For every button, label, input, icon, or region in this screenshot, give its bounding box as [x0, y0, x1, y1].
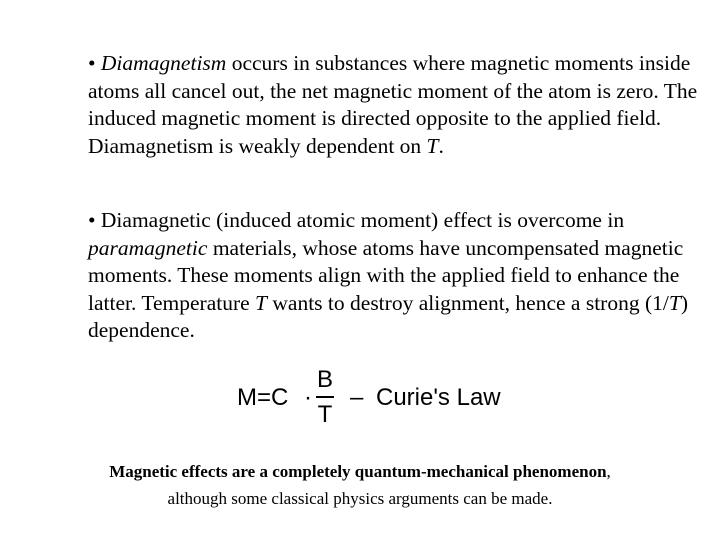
fraction-bar — [316, 396, 334, 398]
curie-law-formula — [237, 366, 537, 432]
temperature-variable: T — [255, 290, 268, 315]
footer-comma: , — [606, 462, 611, 481]
footer-line-2: although some classical physics arguments can be made. — [167, 489, 553, 508]
period: . — [438, 133, 444, 158]
fraction-denominator: T — [317, 400, 333, 428]
paramagnetism-text-4: ) dependence. — [88, 290, 688, 342]
paramagnetism-text-3: wants to destroy alignment, hence a strong (1/ — [267, 290, 669, 315]
fraction — [316, 366, 334, 429]
formula-dash: – — [350, 384, 364, 411]
paramagnetic-term: paramagnetic — [88, 235, 208, 260]
fraction-numerator: B — [316, 366, 333, 393]
footer-note — [60, 458, 660, 512]
temperature-variable: T — [426, 133, 439, 158]
paramagnetism-text-1: Diamagnetic (induced atomic moment) effect is overcome in — [95, 208, 625, 232]
paramagnetism-text-2: materials, whose atoms have uncompensated magnetic moments. These moments align with the applied field to enhance the latter. Temperature — [88, 235, 684, 315]
diamagnetism-text: occurs in substances where magnetic moments inside atoms all cancel out, the net magnetic moment of the atom is zero. The induced magnetic moment is directed opposite to the applied field. Diamagnetism is weakly dependent on — [88, 51, 698, 158]
bullet: • — [88, 208, 96, 232]
footer-bold-text: Magnetic effects are a completely quantum-mechanical phenomenon — [109, 462, 607, 481]
diamagnetism-term: Diamagnetism — [100, 51, 227, 75]
paramagnetism-paragraph — [88, 207, 703, 345]
diamagnetism-paragraph — [88, 50, 703, 160]
curie-law-label: Curie's Law — [376, 384, 501, 411]
temperature-variable: T — [668, 290, 681, 315]
multiplication-dot: · — [304, 384, 312, 411]
formula-lhs: M=C — [237, 384, 289, 411]
bullet: • — [88, 51, 96, 75]
